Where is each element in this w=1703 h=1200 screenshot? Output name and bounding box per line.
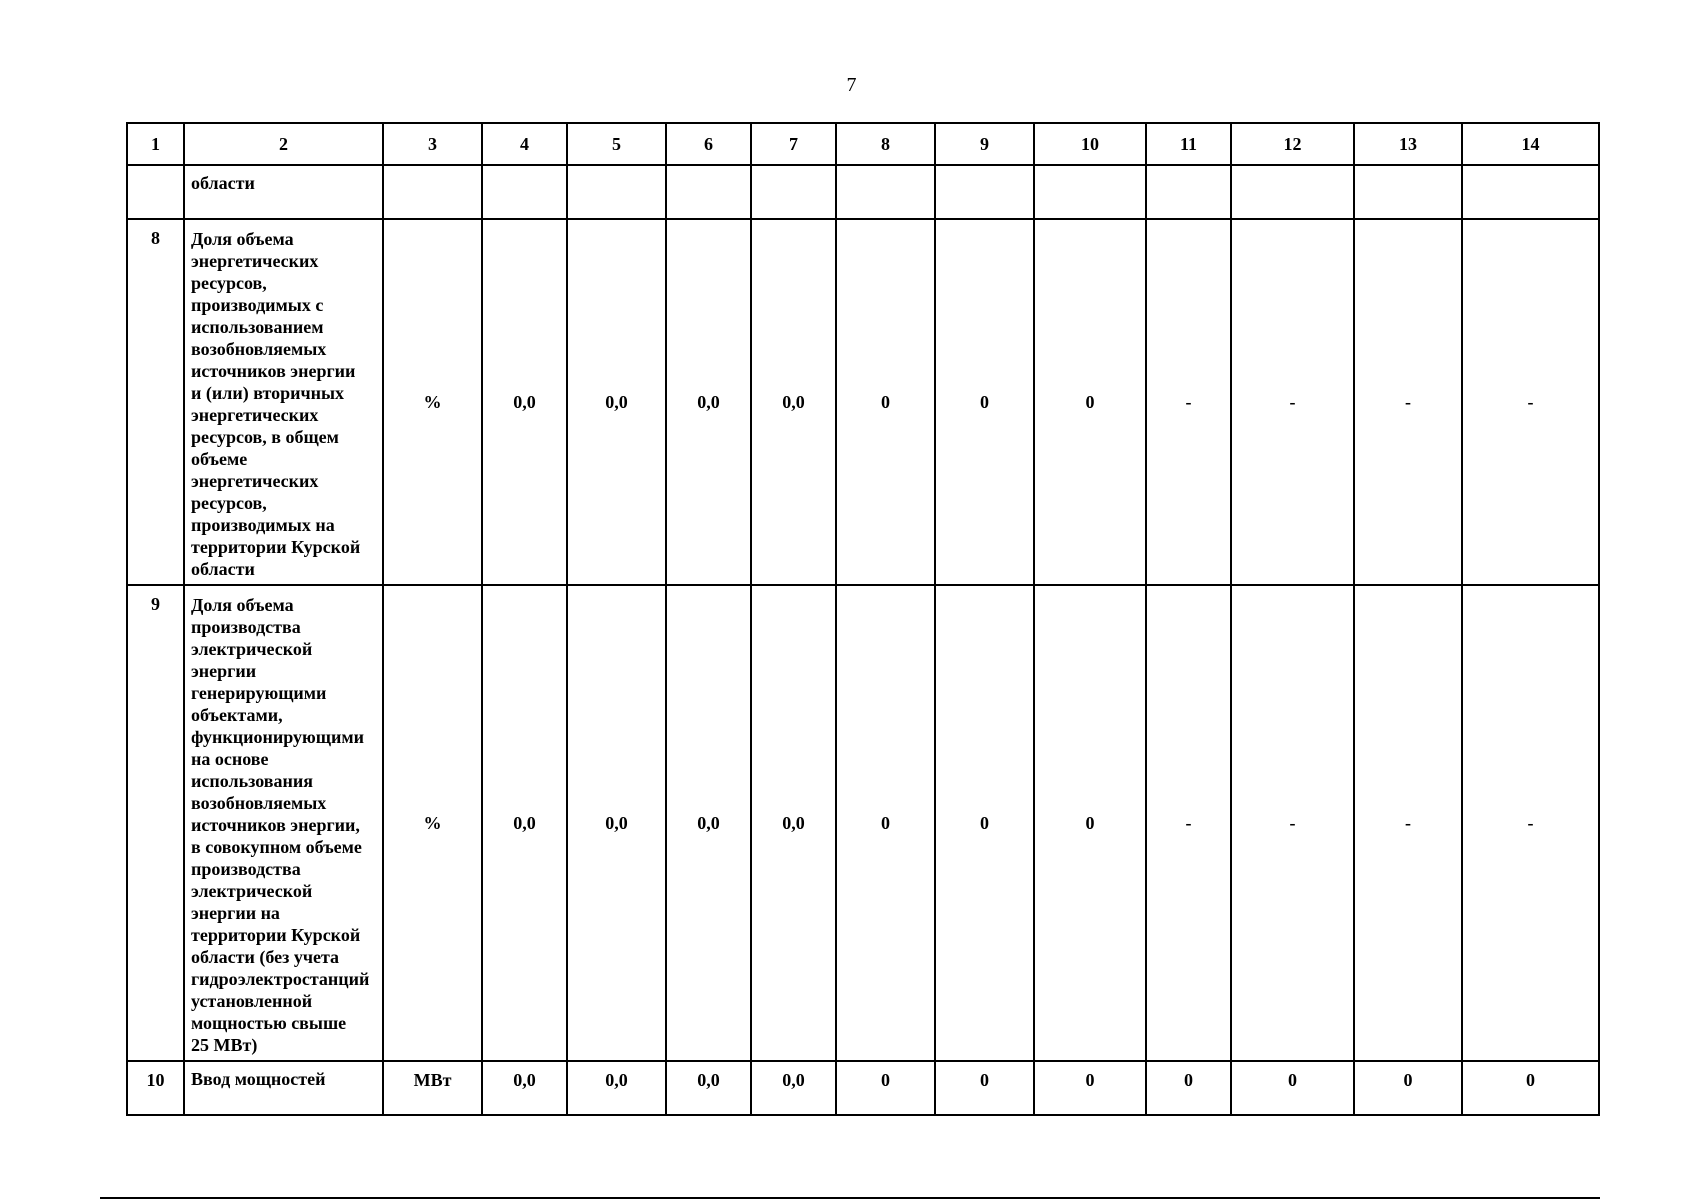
value-cell: 0	[1146, 1061, 1231, 1115]
unit-cell: %	[383, 585, 482, 1061]
value-cell: 0,0	[567, 1061, 666, 1115]
value-cell: 0	[1034, 585, 1146, 1061]
value-cell: 0,0	[666, 585, 751, 1061]
value-cell: 0	[1034, 1061, 1146, 1115]
value-cell: -	[1354, 585, 1462, 1061]
value-cell: 0,0	[482, 1061, 567, 1115]
value-cell: 0,0	[666, 1061, 751, 1115]
value-cell: 0,0	[751, 585, 836, 1061]
indicator-name-cell: Доля объема энергетических ресурсов, производимых с использованием возобновляемых источников энергии и (или) вторичных энергетических ресурсов, в общем объеме энергетических ресурсов, производимых на территории Курской области	[184, 219, 383, 585]
indicators-table	[126, 122, 1600, 1116]
table-row-10	[127, 1061, 1599, 1115]
value-cell: 0,0	[567, 585, 666, 1061]
unit-cell: МВт	[383, 1061, 482, 1115]
value-cell	[1034, 165, 1146, 219]
value-cell: -	[1146, 585, 1231, 1061]
value-cell: 0	[836, 219, 935, 585]
column-header: 11	[1146, 123, 1231, 165]
scan-edge-line	[100, 1197, 1600, 1199]
value-cell	[1146, 165, 1231, 219]
column-header: 14	[1462, 123, 1599, 165]
value-cell: -	[1231, 219, 1354, 585]
value-cell: 0,0	[482, 219, 567, 585]
value-cell: 0	[1231, 1061, 1354, 1115]
row-number-cell: 8	[127, 219, 184, 585]
value-cell	[1354, 165, 1462, 219]
value-cell: 0,0	[567, 219, 666, 585]
column-header: 1	[127, 123, 184, 165]
row-number-cell	[127, 165, 184, 219]
value-cell	[666, 165, 751, 219]
unit-cell	[383, 165, 482, 219]
value-cell: -	[1231, 585, 1354, 1061]
indicator-name-cell: области	[184, 165, 383, 219]
value-cell: 0	[1354, 1061, 1462, 1115]
column-header: 2	[184, 123, 383, 165]
value-cell: 0	[836, 1061, 935, 1115]
value-cell: 0	[935, 1061, 1034, 1115]
value-cell: -	[1146, 219, 1231, 585]
value-cell: 0,0	[666, 219, 751, 585]
value-cell: -	[1462, 219, 1599, 585]
value-cell: -	[1354, 219, 1462, 585]
column-header: 3	[383, 123, 482, 165]
value-cell	[1231, 165, 1354, 219]
indicator-name-cell: Доля объема производства электрической энергии генерирующими объектами, функционирующими на основе использования возобновляемых источников энергии, в совокупном объеме производства электрической энергии на территории Курской области (без учета гидроэлектростанций установленной мощностью свыше 25 МВт)	[184, 585, 383, 1061]
column-header: 10	[1034, 123, 1146, 165]
value-cell: 0	[836, 585, 935, 1061]
table-row-9	[127, 585, 1599, 1061]
value-cell: 0,0	[482, 585, 567, 1061]
column-header: 7	[751, 123, 836, 165]
column-header: 4	[482, 123, 567, 165]
unit-cell: %	[383, 219, 482, 585]
column-header: 12	[1231, 123, 1354, 165]
value-cell: -	[1462, 585, 1599, 1061]
value-cell	[1462, 165, 1599, 219]
column-header: 13	[1354, 123, 1462, 165]
value-cell	[836, 165, 935, 219]
column-number-header-row	[127, 123, 1599, 165]
row-number-cell: 10	[127, 1061, 184, 1115]
table-row-continuation	[127, 165, 1599, 219]
row-number-cell: 9	[127, 585, 184, 1061]
value-cell	[751, 165, 836, 219]
value-cell	[935, 165, 1034, 219]
page-number: 7	[846, 74, 857, 96]
table-row-8	[127, 219, 1599, 585]
column-header: 6	[666, 123, 751, 165]
column-header: 8	[836, 123, 935, 165]
column-header: 5	[567, 123, 666, 165]
value-cell: 0	[1034, 219, 1146, 585]
column-header: 9	[935, 123, 1034, 165]
value-cell	[482, 165, 567, 219]
value-cell: 0	[935, 585, 1034, 1061]
value-cell: 0	[935, 219, 1034, 585]
value-cell: 0	[1462, 1061, 1599, 1115]
value-cell: 0,0	[751, 1061, 836, 1115]
value-cell	[567, 165, 666, 219]
indicator-name-cell: Ввод мощностей	[184, 1061, 383, 1115]
value-cell: 0,0	[751, 219, 836, 585]
